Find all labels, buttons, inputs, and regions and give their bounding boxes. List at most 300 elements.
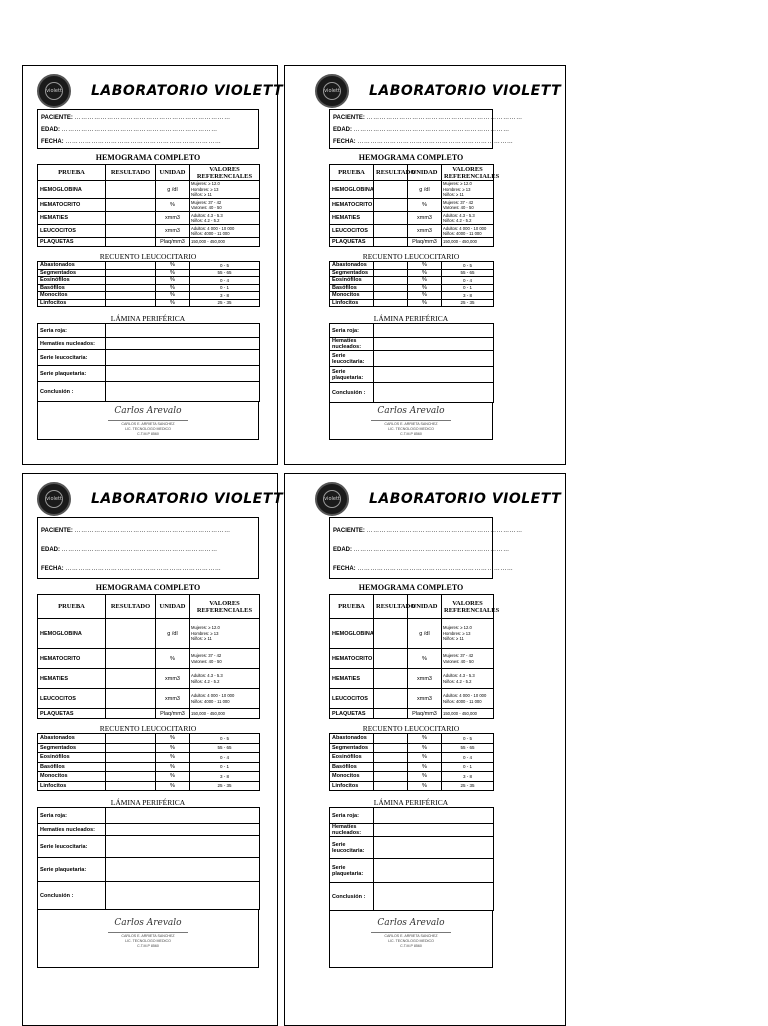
reference-line: Niños: 4000 - 11 000 [191,231,230,236]
reference-line: Mujeres: ≥ 12.0 [191,181,220,187]
lamina-label: Seria roja: [38,808,106,824]
lamina-label: Conclusión : [330,883,374,911]
result-cell[interactable] [374,262,408,270]
recuento-row [38,743,260,753]
lamina-row [330,383,494,403]
reference-values [190,649,260,669]
result-cell[interactable] [106,753,156,763]
lamina-result-cell[interactable] [106,858,260,882]
test-unit: xmm3 [408,689,442,709]
signature-box [329,402,493,440]
patient-info-box [37,517,259,579]
result-cell[interactable] [374,284,408,292]
test-unit: Plaq/mm3 [408,238,442,247]
hemograma-title: HEMOGRAMA COMPLETO [95,153,201,162]
lamina-result-cell[interactable] [374,338,494,351]
lamina-row [38,836,260,858]
lab-form-sheet [284,473,566,1026]
lamina-result-cell[interactable] [106,824,260,836]
lab-header [37,482,284,516]
reference-values [442,669,494,689]
lamina-result-cell[interactable] [374,883,494,911]
lamina-row [330,367,494,383]
cell-type-name: Segmentados [330,743,374,753]
logo-text: violett [324,496,340,502]
test-name: LEUCOCITOS [330,225,374,238]
lab-header [315,74,562,108]
result-cell[interactable] [374,781,408,791]
header-unidad: UNIDAD [156,595,190,619]
test-unit: % [156,199,190,212]
hemograma-table [37,164,260,247]
reference-line: Niños: 4.2 - 5.2 [443,218,472,223]
result-cell[interactable] [106,772,156,782]
result-cell[interactable] [106,762,156,772]
header-valores: VALORES REFERENCIALES [190,595,260,619]
reference-line: Niños: ≥ 11 [443,636,464,642]
patient-paciente-label: PACIENTE: [333,115,365,121]
hemograma-row [38,199,260,212]
result-cell[interactable] [374,238,408,247]
test-unit: xmm3 [408,669,442,689]
cell-type-unit: % [156,262,190,270]
test-name: LEUCOCITOS [38,689,106,709]
lamina-row [330,883,494,911]
signature-box [37,402,259,440]
lamina-result-cell[interactable] [106,366,260,382]
hemograma-row [38,709,260,719]
patient-info-box [329,109,523,149]
patient-paciente-field[interactable]: ……………………………………………………………… [74,528,231,534]
patient-edad-line [41,127,218,133]
cell-type-name: Linfocitos [38,781,106,791]
recuento-row [38,262,260,270]
cell-type-unit: % [408,299,442,307]
test-name: HEMOGLOBINA [330,619,374,649]
patient-fecha-field[interactable]: ……………………………………………………………… [65,139,222,145]
test-name: PLAQUETAS [330,238,374,247]
signature-role: LIC. TECNOLOGO MEDICO [125,427,171,431]
test-name: PLAQUETAS [38,709,106,719]
signature-line [371,420,451,421]
result-cell[interactable] [374,225,408,238]
reference-line: Niños: ≥ 11 [443,192,464,198]
cell-type-name: Monocitos [38,292,106,300]
cell-type-reference: 3 - 8 [190,772,260,782]
lamina-label: Seria roja: [330,324,374,338]
lamina-row [38,382,260,402]
result-cell[interactable] [106,734,156,744]
header-valores: VALORES REFERENCIALES [442,165,494,181]
reference-values [190,619,260,649]
signature-line [371,932,451,933]
cell-type-name: Basófilos [330,762,374,772]
header-resultado: RESULTADO [106,165,156,181]
patient-fecha-label: FECHA: [41,139,64,145]
lamina-row [38,366,260,382]
lamina-result-cell[interactable] [106,338,260,350]
lab-brand-name: LABORATORIO VIOLETT [369,491,562,507]
recuento-table [329,733,494,791]
lamina-result-cell[interactable] [374,383,494,403]
result-cell[interactable] [106,277,156,285]
result-cell[interactable] [106,269,156,277]
hemograma-row [330,689,494,709]
recuento-row [330,743,494,753]
recuento-row [38,753,260,763]
patient-paciente-label: PACIENTE: [41,115,73,121]
patient-fecha-label: FECHA: [41,566,64,572]
lamina-label: Serie leucocitaria: [38,836,106,858]
patient-edad-line [333,547,510,553]
signature-image: Carlos Arevalo [377,406,445,416]
cell-type-reference: 0 - 4 [442,753,494,763]
lamina-label: Seria roja: [38,324,106,338]
result-cell[interactable] [106,262,156,270]
result-cell[interactable] [106,689,156,709]
reference-line: 150,000 - 450,000 [191,710,225,716]
lab-logo-icon [315,74,349,108]
lamina-label: Conclusión : [330,383,374,403]
lamina-row [38,858,260,882]
reference-values [442,689,494,709]
patient-edad-label: EDAD: [333,127,352,133]
signature-name: CARLOS E. ARRIETA SANCHEZ [384,934,438,938]
result-cell[interactable] [106,199,156,212]
cell-type-unit: % [408,292,442,300]
cell-type-unit: % [408,743,442,753]
lab-form-sheet [22,65,284,465]
cell-type-name: Linfocitos [330,299,374,307]
lamina-label: Serie leucocitaria: [38,350,106,366]
recuento-row [38,284,260,292]
patient-edad-field[interactable]: ……………………………………………………………… [353,127,510,133]
test-unit: xmm3 [156,212,190,225]
hemograma-row [330,709,494,719]
lamina-result-cell[interactable] [374,351,494,367]
reference-values [190,238,260,247]
result-cell[interactable] [374,772,408,782]
result-cell[interactable] [374,669,408,689]
signature-name: CARLOS E. ARRIETA SANCHEZ [121,422,175,426]
patient-fecha-field[interactable]: ……………………………………………………………… [357,566,514,572]
lamina-result-cell[interactable] [374,824,494,837]
result-cell[interactable] [106,619,156,649]
hemograma-row [330,225,494,238]
cell-type-reference: 0 - 5 [190,734,260,744]
lamina-label: Hematíes nucleados: [38,338,106,350]
cell-type-reference: 3 - 8 [442,292,494,300]
patient-fecha-line [41,566,221,572]
cell-type-reference: 0 - 5 [442,734,494,744]
cell-type-unit: % [408,753,442,763]
result-cell[interactable] [374,277,408,285]
result-cell[interactable] [106,212,156,225]
cell-type-unit: % [408,772,442,782]
cell-type-reference: 0 - 4 [190,277,260,285]
lamina-row [38,824,260,836]
signature-line [108,420,188,421]
recuento-row [38,277,260,285]
cell-type-name: Segmentados [38,743,106,753]
cell-type-unit: % [408,277,442,285]
cell-type-unit: % [156,277,190,285]
test-name: HEMATOCRITO [330,199,374,212]
hemograma-header-row [330,165,494,181]
hemograma-header-row [38,595,260,619]
cell-type-name: Abastonados [38,262,106,270]
hemograma-table [329,594,500,719]
lamina-result-cell[interactable] [106,882,260,910]
signature-role: LIC. TECNOLOGO MEDICO [125,939,171,943]
cell-type-reference: 55 - 65 [190,743,260,753]
cell-type-unit: % [408,284,442,292]
reference-values [442,619,494,649]
lamina-result-cell[interactable] [106,382,260,402]
cell-type-unit: % [156,753,190,763]
cell-type-name: Eosinófilos [38,277,106,285]
result-cell[interactable] [374,619,408,649]
reference-line: Adultos: 4.3 - 5.3 [191,212,223,218]
result-cell[interactable] [106,238,156,247]
result-cell[interactable] [106,709,156,719]
recuento-table [329,261,494,307]
lamina-result-cell[interactable] [374,837,494,859]
reference-line: Niños: 4000 - 11 000 [443,231,482,236]
cell-type-name: Monocitos [38,772,106,782]
test-unit: g /dl [408,181,442,199]
lamina-row [330,824,494,837]
cell-type-name: Segmentados [38,269,106,277]
cell-type-name: Eosinófilos [330,277,374,285]
hemograma-title: HEMOGRAMA COMPLETO [358,583,464,592]
patient-edad-label: EDAD: [333,547,352,553]
patient-edad-label: EDAD: [41,127,60,133]
lamina-row [330,859,494,883]
hemograma-header-row [38,165,260,181]
header-unidad: UNIDAD [408,595,442,619]
test-name: HEMOGLOBINA [38,619,106,649]
reference-values [190,709,260,719]
recuento-row [330,753,494,763]
lamina-row [38,338,260,350]
lamina-result-cell[interactable] [374,324,494,338]
cell-type-reference: 0 - 1 [190,762,260,772]
patient-fecha-field[interactable]: ……………………………………………………………… [65,566,222,572]
cell-type-reference: 55 - 65 [442,743,494,753]
result-cell[interactable] [374,743,408,753]
cell-type-reference: 3 - 8 [442,772,494,782]
reference-line: Hombres: ≥ 13 [443,186,471,192]
lamina-label: Serie leucocitaria: [330,837,374,859]
reference-line: Mujeres: ≥ 12.0 [443,181,472,187]
result-cell[interactable] [106,649,156,669]
result-cell[interactable] [374,199,408,212]
lamina-table [37,807,260,910]
cell-type-reference: 25 - 35 [442,781,494,791]
result-cell[interactable] [374,299,408,307]
test-unit: xmm3 [156,689,190,709]
cell-type-reference: 25 - 35 [190,299,260,307]
patient-fecha-label: FECHA: [333,139,356,145]
hemograma-row [38,689,260,709]
result-cell[interactable] [374,212,408,225]
recuento-row [38,781,260,791]
result-cell[interactable] [374,269,408,277]
patient-paciente-field[interactable]: ……………………………………………………………… [74,115,231,121]
header-unidad: UNIDAD [408,165,442,181]
cell-type-name: Linfocitos [330,781,374,791]
lamina-result-cell[interactable] [106,350,260,366]
test-name: HEMATIES [330,212,374,225]
test-unit: % [408,649,442,669]
recuento-table [37,261,260,307]
result-cell[interactable] [374,709,408,719]
test-name: HEMATIES [330,669,374,689]
recuento-row [330,262,494,270]
test-name: HEMATOCRITO [38,649,106,669]
recuento-row [330,781,494,791]
reference-line: 150,000 - 450,000 [443,239,477,245]
lamina-row [330,808,494,824]
cell-type-name: Basófilos [38,284,106,292]
cell-type-unit: % [156,284,190,292]
reference-line: Niños: ≥ 11 [191,192,212,198]
lab-header [37,74,284,108]
hemograma-row [38,619,260,649]
cell-type-reference: 3 - 8 [190,292,260,300]
patient-paciente-line [41,115,231,121]
hemograma-row [38,238,260,247]
lamina-result-cell[interactable] [106,324,260,338]
signature-name: CARLOS E. ARRIETA SANCHEZ [121,934,175,938]
result-cell[interactable] [106,743,156,753]
reference-values [442,199,494,212]
test-unit: Plaq/mm3 [156,709,190,719]
test-name: LEUCOCITOS [330,689,374,709]
lab-logo-icon [37,482,71,516]
reference-values [442,709,494,719]
hemograma-row [330,199,494,212]
hemograma-row [38,181,260,199]
lamina-label: Serie plaquetaria: [38,858,106,882]
patient-edad-line [41,547,218,553]
cell-type-name: Monocitos [330,292,374,300]
test-unit: g /dl [156,181,190,199]
cell-type-name: Monocitos [330,772,374,782]
reference-line: Niños: ≥ 11 [191,636,212,642]
patient-fecha-line [333,566,513,572]
lab-logo-icon [315,482,349,516]
result-cell[interactable] [106,669,156,689]
result-cell[interactable] [106,181,156,199]
reference-line: Mujeres: ≥ 12.0 [443,625,472,631]
lamina-result-cell[interactable] [106,808,260,824]
patient-edad-field[interactable]: ……………………………………………………………… [61,547,218,553]
lamina-label: Hematíes nucleados: [38,824,106,836]
patient-edad-field[interactable]: ……………………………………………………………… [353,547,510,553]
patient-fecha-field[interactable]: ……………………………………………………………… [357,139,514,145]
cell-type-unit: % [408,781,442,791]
reference-line: 150,000 - 450,000 [443,710,477,716]
patient-edad-field[interactable]: ……………………………………………………………… [61,127,218,133]
reference-line: Adultos: 4 000 - 10 000 [191,693,235,698]
result-cell[interactable] [374,762,408,772]
lamina-label: Hematíes nucleados: [330,824,374,837]
lamina-result-cell[interactable] [106,836,260,858]
cell-type-unit: % [156,781,190,791]
result-cell[interactable] [106,225,156,238]
cell-type-unit: % [156,762,190,772]
lamina-label: Serie leucocitaria: [330,351,374,367]
lamina-row [330,351,494,367]
result-cell[interactable] [106,299,156,307]
lamina-label: Conclusión : [38,882,106,910]
result-cell[interactable] [106,781,156,791]
lamina-result-cell[interactable] [374,859,494,883]
cell-type-name: Abastonados [330,734,374,744]
signature-code: C.T.M.P 8560 [400,432,422,436]
reference-line: Mujeres: ≥ 12.0 [191,625,220,631]
result-cell[interactable] [374,181,408,199]
patient-info-box [329,517,523,579]
recuento-title: RECUENTO LEUCOCITARIO [99,252,197,261]
cell-type-unit: % [156,734,190,744]
result-cell[interactable] [374,689,408,709]
lamina-result-cell[interactable] [374,367,494,383]
test-name: HEMOGLOBINA [330,181,374,199]
patient-paciente-field[interactable]: ……………………………………………………………… [366,115,523,121]
lamina-row [38,882,260,910]
lamina-result-cell[interactable] [374,808,494,824]
hemograma-row [330,669,494,689]
reference-line: 150,000 - 450,000 [191,239,225,245]
result-cell[interactable] [374,292,408,300]
test-unit: % [156,649,190,669]
lamina-row [330,837,494,859]
lamina-title: LÁMINA PERIFÉRICA [110,314,186,323]
recuento-row [38,734,260,744]
reference-line: Adultos: 4 000 - 10 000 [443,693,487,698]
hemograma-title: HEMOGRAMA COMPLETO [95,583,201,592]
signature-image: Carlos Arevalo [114,918,182,928]
hemograma-row [38,649,260,669]
recuento-row [38,299,260,307]
recuento-row [330,292,494,300]
test-name: HEMOGLOBINA [38,181,106,199]
lamina-label: Serie plaquetaria: [330,367,374,383]
reference-values [442,225,494,238]
logo-text: violett [46,88,62,94]
lamina-title: LÁMINA PERIFÉRICA [373,798,449,807]
hemograma-row [38,225,260,238]
result-cell[interactable] [106,284,156,292]
patient-paciente-field[interactable]: ……………………………………………………………… [366,528,523,534]
cell-type-unit: % [156,299,190,307]
cell-type-reference: 0 - 1 [442,284,494,292]
test-unit: g /dl [156,619,190,649]
signature-image: Carlos Arevalo [377,918,445,928]
hemograma-row [330,238,494,247]
result-cell[interactable] [106,292,156,300]
result-cell[interactable] [374,649,408,669]
result-cell[interactable] [374,734,408,744]
result-cell[interactable] [374,753,408,763]
reference-line: Varones: 40 - 50 [191,658,222,664]
lamina-label: Hematíes nucleados: [330,338,374,351]
reference-line: Adultos: 4.3 - 5.3 [191,673,223,678]
recuento-table [37,733,260,791]
